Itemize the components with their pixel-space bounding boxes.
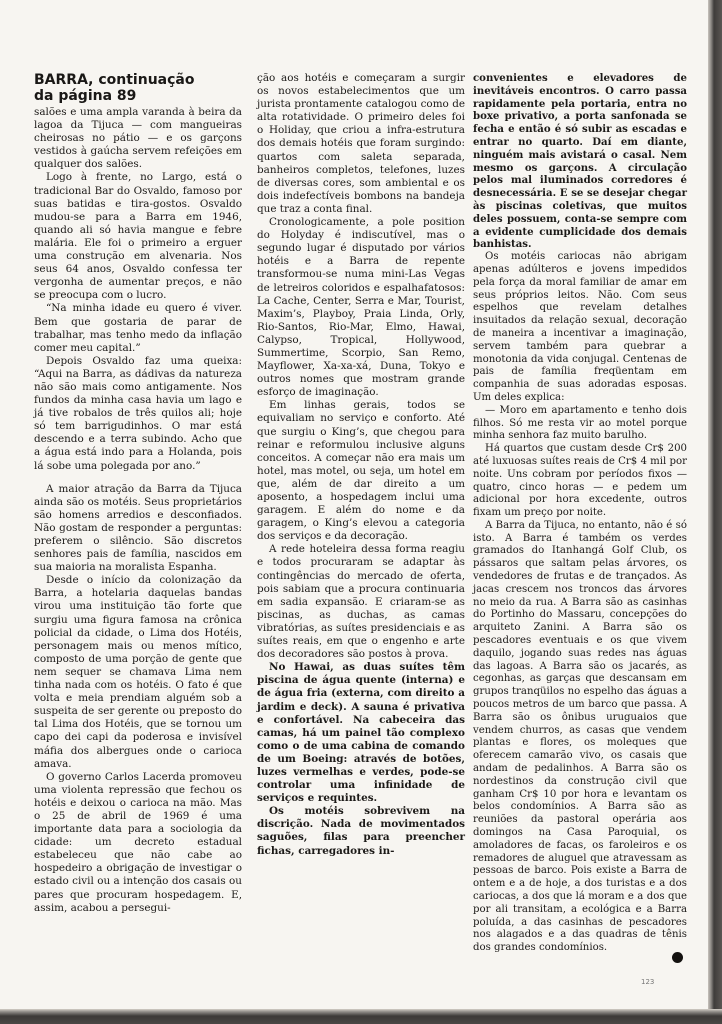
paragraph: Os motéis cariocas não abrigam apenas adúlteros e jovens impedidos pela força da moral familiar de amar em seus próprios leitos. Não. Com seus espelhos que revelam detalhes insuitados da relação sexual, decoração de maneira a incentivar a imaginação, servem também para quebrar a monotonia da vida conjugal. Centenas de pais de família freqüentam em companhia de suas adoradas esposas. Um deles explica: [473, 251, 687, 403]
paragraph: Em linhas gerais, todos se equivaliam no serviço e conforto. Até que surgiu o King’s, que chegou para reinar e reformulou inclusive alguns conceitos. A começar não era mais um hotel, mas motel, ou seja, um hotel em que, além de dar direito a um aposento, a hospedagem inclui uma garagem. E além do nome e da garagem, o King’s elevou a categoria dos serviços e da decoração. [257, 399, 465, 543]
page-edge-right [708, 0, 722, 1024]
continuation-heading [34, 72, 242, 104]
text-column-1 [34, 72, 242, 915]
paragraph: A maior atração da Barra da Tijuca ainda são os motéis. Seus proprietários são homens arredios e desconfiados. Não gostam de responder a perguntas: preferem o silêncio. São discretos senhores pais de família, nascidos em sua maioria na moralista Espanha. [34, 482, 242, 574]
continuation-heading-line2: da página 89 [34, 88, 137, 104]
paragraph: ção aos hotéis e começaram a surgir os novos estabelecimentos que um jurista prontamente catalogou como de alta rotatividade. O primeiro deles foi o Holiday, que criou a infra-estrutura dos demais hotéis que foram surgindo: quartos com saleta separada, banheiros completos, telefones, luzes de diversas cores, som ambiental e os dois indefectíveis bombons na bandeja que traz a conta final. [257, 72, 465, 215]
paragraph: Desde o início da colonização da Barra, a hotelaria daquelas bandas virou uma instituição tão forte que surgiu uma figura famosa na crônica policial da cidade, o Lima dos Hotéis, personagem mais ou menos mítico, composto de uma porção de gente que nem sequer se chamava Lima nem tinha nada com os hotéis. O fato é que volta e meia prendiam alguém sob a suspeita de ser gerente ou preposto do tal Lima dos Hotéis, que se tornou um capo dei capi da poderosa e invisível máfia dos albergues onde o carioca amava. [34, 574, 242, 770]
continuation-heading-line1: BARRA, continuação [34, 72, 195, 88]
paragraph: — Moro em apartamento e tenho dois filhos. Só me resta vir ao motel porque minha senhora faz muito barulho. [473, 404, 687, 442]
paragraph: A rede hoteleira dessa forma reagiu e todos procuraram se adaptar às contingências do mercado de oferta, pois sabiam que a procura continuaria em sadia expansão. E criaram-se as piscinas, as duchas, as camas vibratórias, as suítes presidenciais e as suítes reais, em que o engenho e arte dos decoradores são postos à prova. [257, 543, 465, 661]
paragraph: Há quartos que custam desde Cr$ 200 até luxuosas suítes reais de Cr$ 4 mil por noite. Uns cobram por períodos fixos — quatro, cinco horas — e pedem um adicional por hora excedente, outros fixam um preço por noite. [473, 443, 687, 519]
paragraph: A Barra da Tijuca, no entanto, não é só isto. A Barra é também os verdes gramados do Itanhangá Golf Club, os pássaros que saltam pelas árvores, os vendedores de frutas e de trançados. As jacas crescem nos troncos das árvores no meio da rua. A Barra são as casinhas do Portinho do Massaru, concepções do arquiteto Zanini. A Barra são os pescadores eventuais e os que vivem daquilo, jogando suas redes nas águas das lagoas. A Barra são os jacarés, as cegonhas, as garças que descansam em grupos tranqüilos no espelho das águas a poucos metros de um barco que passa. A Barra são os ônibus uruguaios que vendem churros, as casas que vendem plantas e flores, os moleques que oferecem camarão vivo, os casais que andam de pedalinhos. A Barra são os nordestinos da construção civil que ganham Cr$ 10 por hora e levantam os belos condomínios. A Barra são as reuniões da pastoral operária aos domingos na Casa Paroquial, os amoladores de facas, os faroleiros e os remadores de aluguel que atravessam as pessoas de barco. Pois existe a Barra de ontem e a de hoje, a dos turistas e a dos cariocas, a dos que lá moram e a dos que por ali transitam, a ecológica e a Barra poluída, a das casinhas de pescadores nos alagados e a das quadras de tênis dos grandes condomínios. [473, 519, 687, 954]
paragraph: salões e uma ampla varanda à beira da lagoa da Tijuca — com mangueiras cheirosas no pátio — e os garçons vestidos à gaúcha servem refeições em qualquer dos salões. [34, 106, 242, 171]
paragraph: Logo à frente, no Largo, está o tradicional Bar do Osvaldo, famoso por suas batidas e tira-gostos. Osvaldo mudou-se para a Barra em 1946, quando ali só havia mangue e febre malária. Ele foi o primeiro a erguer uma construção em alvenaria. Nos seus 64 anos, Osvaldo confessa ter vergonha de aumentar preços, e não se preocupa com o lucro. [34, 171, 242, 302]
text-column-3 [473, 72, 687, 955]
paragraph: Os motéis sobrevivem na discrição. Nada de movimentados saguões, filas para preencher fichas, carregadores in- [257, 805, 465, 857]
page-edge-bottom [0, 1009, 722, 1024]
paragraph: No Hawai, as duas suítes têm piscina de água quente (interna) e de água fria (externa, com direito a jardim e deck). A sauna é privativa e confortável. Na cabeceira das camas, há um painel tão complexo como o de uma cabina de comando de um Boeing: através de botões, luzes vermelhas e verdes, pode-se controlar uma infinidade de serviços e requintes. [257, 661, 465, 805]
text-column-2 [257, 72, 465, 858]
paragraph: Depois Osvaldo faz uma queixa: “Aqui na Barra, as dádivas da natureza não são mais como antigamente. Nos fundos da minha casa havia um lago e já tive robalos de três quilos ali; hoje só tem barrigudinhos. O mar está descendo e a terra subindo. Acho que a água está indo para a Holanda, pois lá sobe uma polegada por ano.” [34, 354, 242, 472]
article-end-mark-icon [672, 952, 683, 963]
paragraph: O governo Carlos Lacerda promoveu uma violenta repressão que fechou os hotéis e deixou o carioca na mão. Mas o 25 de abril de 1969 é uma importante data para a sociologia da cidade: um decreto estadual estabeleceu que não cabe ao hospedeiro a obrigação de investigar o estado civil ou a intenção dos casais ou pares que procuram hospedagem. E, assim, acabou a persegui- [34, 770, 242, 914]
column-3-body [473, 72, 687, 955]
paragraph: Cronologicamente, a pole position do Holyday é indiscutível, mas o segundo lugar é disputado por vários hotéis e a Barra de repente transformou-se numa mini-Las Vegas de letreiros coloridos e espalhafatosos: La Cache, Center, Serra e Mar, Tourist, Maxim’s, Playboy, Praia Linda, Orly, Rio-Santos, Rio-Mar, Elmo, Hawai, Calypso, Tropical, Hollywood, Summertime, Scorpio, San Remo, Mayflower, Xa-xa-xá, Duna, Tokyo e outros nomes que mostram grande esforço de imaginação. [257, 216, 465, 399]
column-1-body [34, 106, 242, 915]
column-2-body [257, 72, 465, 858]
paragraph: convenientes e elevadores de inevitáveis encontros. O carro passa rapidamente pela portaria, entra no boxe privativo, a porta sanfonada se fecha e então é só subir as escadas e entrar no quarto. Daí em diante, ninguém mais avistará o casal. Nem mesmo os garçons. A circulação pelos mal iluminados corredores é desnecessária. E se se desejar chegar às piscinas coletivas, que muitos deles possuem, conta-se sempre com a evidente cumplicidade dos demais banhistas. [473, 72, 687, 251]
page-number: 123 [641, 978, 655, 986]
paragraph: “Na minha idade eu quero é viver. Bem que gostaria de parar de trabalhar, mas tenho medo da inflação comer meu capital.” [34, 302, 242, 354]
